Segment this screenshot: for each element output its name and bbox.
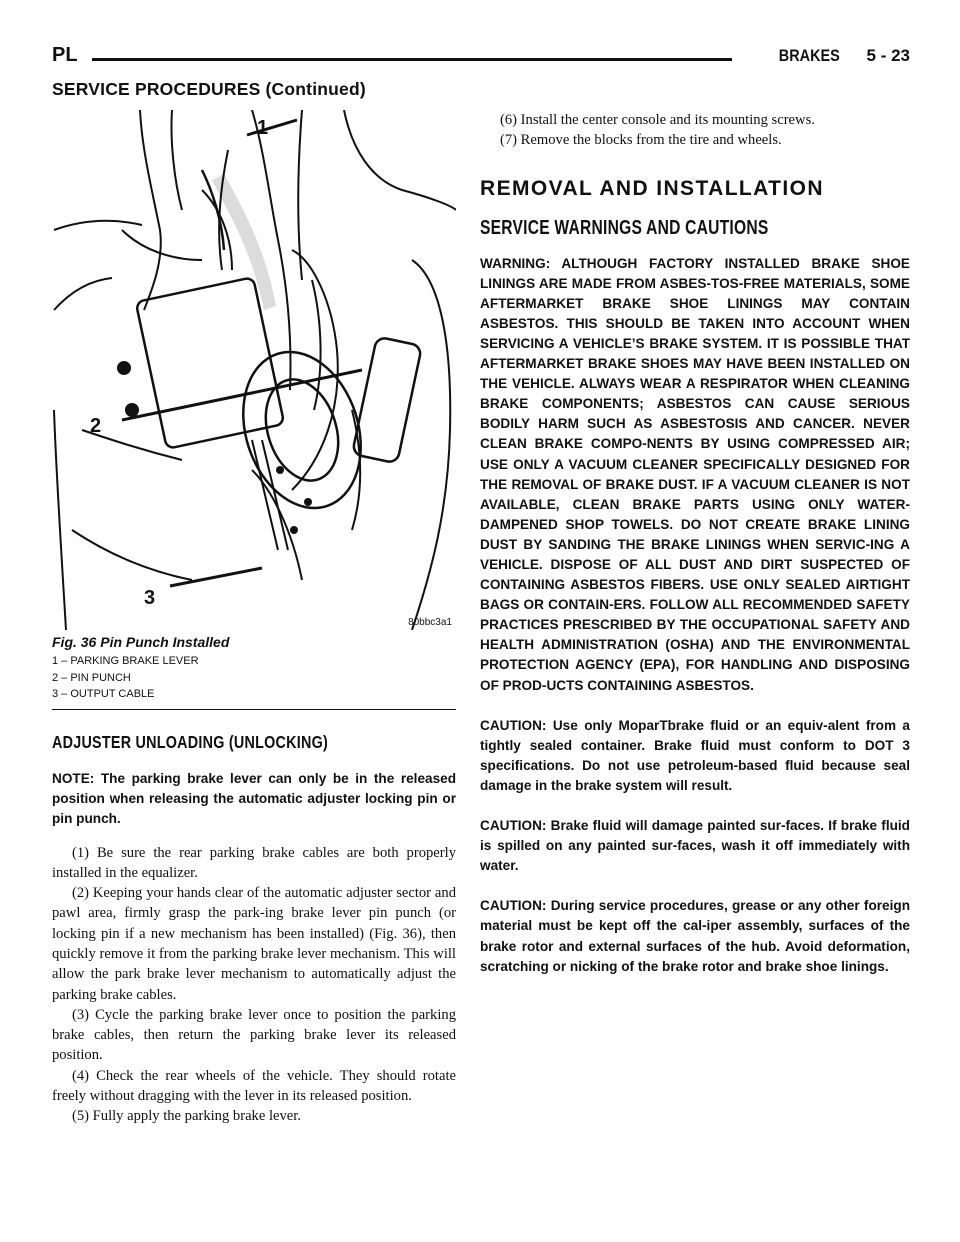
section-code: PL [52, 44, 78, 66]
callout-2: 2 [90, 415, 102, 437]
right-column [480, 110, 910, 977]
step-2: (2) Keeping your hands clear of the automatic adjuster sector and pawl area, firmly grasp the park-ing brake lever pin punch (or locking pin if a new mechanism has been installed) (Fig. 36), then quickly remove it from the parking brake lever mechanism. This will allow the park brake lever mechanism to automatically adjust the parking brake cables. [52, 885, 456, 1003]
page-header [52, 44, 910, 74]
figure-illustration [52, 110, 456, 630]
left-column [52, 110, 456, 1127]
section-name: BRAKES [778, 46, 840, 65]
service-caution: CAUTION: During service procedures, grease or any other foreign material must be kept off the cal-iper assembly, surfaces of the brake rotor and external surfaces of the hub. Avoid deformation, scratching or nicking of the brake rotor and brake shoe linings. [480, 898, 910, 974]
figure-title: Fig. 36 Pin Punch Installed [52, 634, 230, 650]
legend-item: 3 – OUTPUT CABLE [52, 688, 155, 700]
figure-code: 80bbc3a1 [408, 617, 452, 628]
paint-damage-caution: CAUTION: Brake fluid will damage painted sur-faces. If brake fluid is spilled on any painted sur-faces, wash it off immediately with water. [480, 818, 910, 874]
callout-1: 1 [257, 117, 269, 139]
figure-divider [52, 709, 456, 710]
step-6: (6) Install the center console and its mounting screws. [500, 112, 815, 128]
section-heading-adjuster: ADJUSTER UNLOADING (UNLOCKING) [52, 731, 329, 752]
warnings-cautions-heading: SERVICE WARNINGS AND CAUTIONS [480, 216, 769, 239]
legend-item: 2 – PIN PUNCH [52, 671, 131, 684]
figure-legend [52, 653, 456, 703]
step-4: (4) Check the rear wheels of the vehicle. They should rotate freely without dragging with the lever in its released position. [52, 1067, 456, 1105]
callout-3: 3 [144, 587, 156, 609]
page-number: 5 - 23 [866, 46, 910, 65]
removal-installation-heading: REMOVAL AND INSTALLATION [480, 176, 824, 200]
legend-item: 1 – PARKING BRAKE LEVER [52, 655, 199, 667]
step-7: (7) Remove the blocks from the tire and wheels. [500, 132, 782, 149]
step-3: (3) Cycle the parking brake lever once to position the parking brake cables, then return the parking brake lever its released position. [52, 1006, 456, 1064]
brake-fluid-caution: CAUTION: Use only MoparTbrake fluid or an equiv-alent from a tightly sealed container. Brake fluid must conform to DOT 3 specifications. Do not use petroleum-based fluid because seal damage in the brake system will result. [480, 717, 910, 793]
asbestos-warning: WARNING: ALTHOUGH FACTORY INSTALLED BRAKE SHOE LININGS ARE MADE FROM ASBES-TOS-FREE MATERIALS, SOME AFTERMARKET BRAKE SHOE LININGS MAY CONTAIN ASBESTOS. THIS SHOULD BE TAKEN INTO ACCOUNT WHEN SERVICING A VEHICLE’S BRAKE SYSTEM. IT IS POSSIBLE THAT AFTERMARKET BRAKE SHOES MAY HAVE BEEN INSTALLED ON THE VEHICLE. ALWAYS WEAR A RESPIRATOR WHEN CLEANING BRAKE COMPONENTS; ASBESTOS CAN CAUSE SERIOUS BODILY HARM SUCH AS ASBESTOSIS AND CANCER. NEVER CLEAN BRAKE COMPO-NENTS BY USING COMPRESSED AIR; USE ONLY A VACUUM CLEANER SPECIFICALLY DESIGNED FOR THE REMOVAL OF BRAKE DUST. IF A VACUUM CLEANER IS NOT AVAILABLE, CLEAN BRAKE PARTS USING ONLY WATER-DAMPENED SHOP TOWELS. DO NOT CREATE BRAKE LINING DUST BY SANDING THE BRAKE LININGS WHEN SERVIC-ING A VEHICLE. DISPOSE OF ALL DUST AND DIRT SUSPECTED OF CONTAINING ASBESTOS FIBERS. USE ONLY SEALED AIRTIGHT BAGS OR CONTAIN-ERS. FOLLOW ALL RECOMMENDED SAFETY PRACTICES PRESCRIBED BY THE OCCUPATIONAL SAFETY AND HEALTH ADMINISTRATION (OSHA) AND THE ENVIRONMENTAL PROTECTION AGENCY (EPA), FOR HANDLING AND DISPOSING OF PROD-UCTS CONTAINING ASBESTOS. [480, 255, 910, 693]
note-text: NOTE: The parking brake lever can only be in the released position when releasing the automatic adjuster locking pin or pin punch. [52, 770, 456, 826]
parking-brake-illustration [52, 110, 456, 630]
header-rule [92, 58, 732, 61]
step-1: (1) Be sure the rear parking brake cables are both properly installed in the equalizer. [52, 844, 456, 881]
step-5: (5) Fully apply the parking brake lever. [72, 1108, 301, 1125]
continued-heading: SERVICE PROCEDURES (Continued) [52, 79, 366, 99]
